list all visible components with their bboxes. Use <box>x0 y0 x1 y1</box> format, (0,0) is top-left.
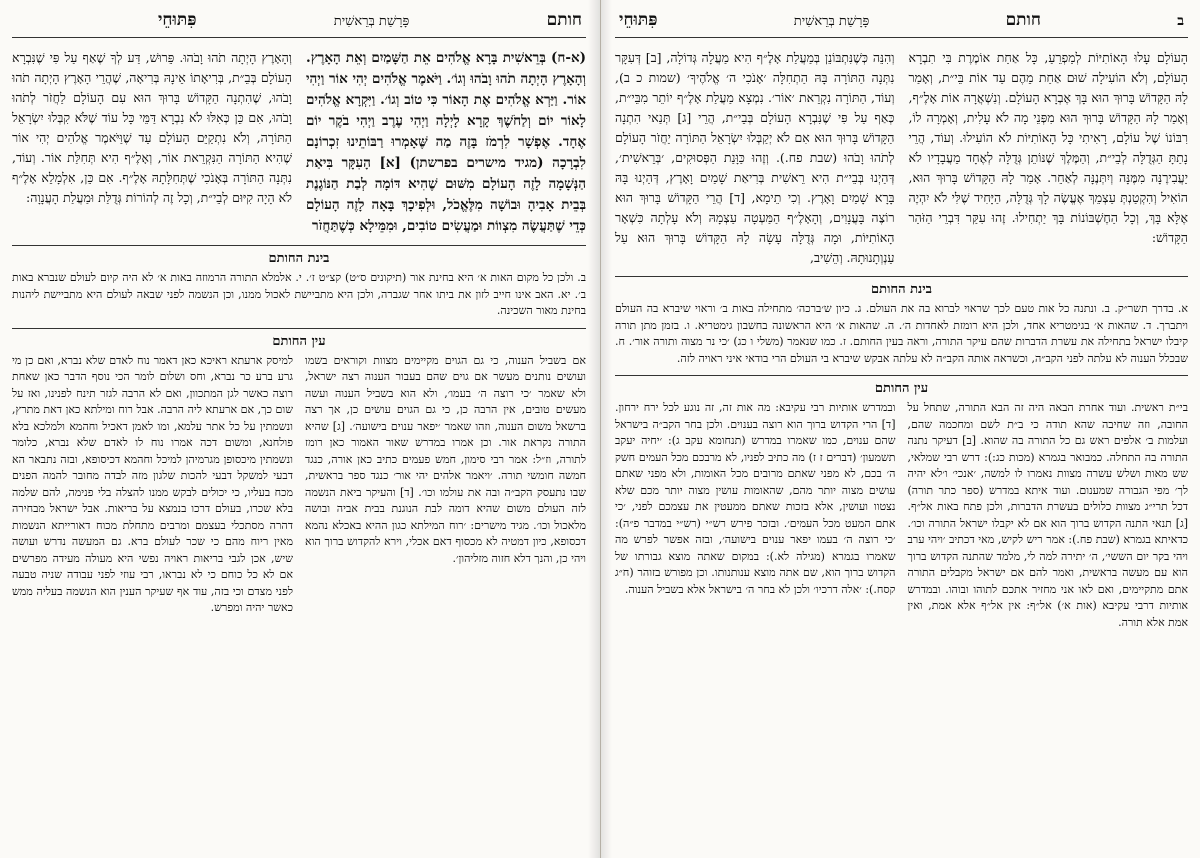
running-head <box>615 10 1188 38</box>
main-text <box>12 48 586 237</box>
running-head <box>12 10 586 38</box>
main-column-right: (א-ח) בְּרֵאשִׁית בָּרָא אֱלֹהִים אֵת הַשָּׁמַיִם וְאֵת הָאָרֶץ. וְהָאָרֶץ הָיְתָה תֹהוּ וָבֹהוּ וְגוֹ׳. וַיֹּאמֶר אֱלֹהִים יְהִי אוֹר וַיְהִי אוֹר. וַיַּרְא אֱלֹהִים אֶת הָאוֹר כִּי טוֹב וְגוֹ׳. וַיִּקְרָא אֱלֹהִים לָאוֹר יוֹם וְלַחֹשֶׁךְ קָרָא לָיְלָה וַיְהִי עֶרֶב וַיְהִי בֹקֶר יוֹם אֶחָד. אֶפְשָׁר לִרְמֹז בָּזֶה מַה שֶּׁאָמְרוּ רַבּוֹתֵינוּ זִכְרוֹנָם לִבְרָכָה (מגיד מישרים בפרשתן) [א] הָעִקָּר בִּיאַת הַנְּשָׁמָה לָזֶה הָעוֹלָם מִשּׁוּם שֶׁהִיא דּוֹמָה לְבַת הַנּוֹגֶנֶת בְּבֵית אָבִיהָ וּבוֹשָׁה מִלֶּאֱכֹל, וּלְפִיכָךְ בָּאָה לָזֶה הָעוֹלָם כְּדֵי שֶׁתַּעֲשֶׂה מִצְווֹת וּמַעֲשִׂים טוֹבִים, וּמִמֵּילָא כְּשֶׁתַּחֲזֹר <box>306 50 586 234</box>
ein-hachotam-text <box>615 400 1188 631</box>
main-column-left: וְהִנֵּה כְּשֶׁנִּתְבּוֹנֵן בְּמַעֲלַת אָלֶ״ף הִיא מַעֲלָה גְּדוֹלָה, [ב] דְּעִקָּר נִתְּנָה הַתּוֹרָה בָּהּ הַתְחִלָּה ׳אָנֹכִי ה׳ אֱלֹהֶיךָ׳ (שמות כ ב), וְעוֹד, הַתּוֹרָה נִקְרֵאת ׳אוֹר׳. נִמְצָא מַעֲלַת אָלֶ״ף יוֹתֵר מִבֵּי״ת, כְּאַף עַל פִּי שֶׁנִּבְרָא הָעוֹלָם בְּבֵי״ת, הֲרֵי [ג] תְּנַאי הִתְנָה הַקָּדוֹשׁ בָּרוּךְ הוּא אִם לֹא יְקַבְּלוּ יִשְׂרָאֵל הַתּוֹרָה יַחֲזֹר הָעוֹלָם לְתֹהוּ וָבֹהוּ (שבת פח.). וְזֶהוּ כַּוָּנַת הַפְּסוּקִים, ׳בְּרֵאשִׁית׳, דְּהַיְנוּ בְּבֵי״ת הִיא רֵאשִׁית בְּרִיאַת שָׁמַיִם וָאָרֶץ, דְּהַיְנוּ בָּהּ בָּרָא שָׁמַיִם וָאָרֶץ. וְכִי תֵימָא, [ד] הֲרֵי הַקָּדוֹשׁ בָּרוּךְ הוּא רוֹצֶה בָּעֲנָוִים, וְהָאָלֶ״ף הַמַּעְטָה עַצְמָהּ וְלֹא עָלְתָה כִּשְׁאָר הָאוֹתִיּוֹת, וּמָה גְּדֻלָּה עָשָׂה לָהּ הַקָּדוֹשׁ בָּרוּךְ הוּא עַל עַנְוְתָנוּתָהּ. וְהֵשִׁיב, <box>615 50 895 265</box>
parsha-name: פָּרָשַׁת בְּרֵאשִׁית <box>793 14 870 29</box>
binat-hachotam-text: א. בדרך תשר״ק. ב. ונתנה כל אות טעם לכך שראוי לברוא בה את העולם. ג. כיון ש׳ברכה׳ מתחילה באות ב׳ וראוי שיברא בה העולם ויתברך. ד. שהאות א׳ בגימטריא אחד, ולכן היא רומזת לאחדות ה׳. ה. שהאות א׳ היא הראשונה בחשבון גימטריא. ו. בזמן מתן תורה קיבלו ישראל בתחילה את עשרת הדברות שהם עיקר התורה, וראה בעין החותם. ז. כמו שנאמר (משלי ו כג) ׳כי נר מצוה ותורה אור׳. ח. שבכלל הענוה לא עלתה לפני הקב״ה, וכשראה אותה הקב״ה לא עלתה אבקש שיברא בי העולם הרי בודאי איני ראויה לזה. <box>615 302 1188 365</box>
book-name: פִּתּוּחֵי <box>619 10 658 30</box>
main-column-left: וְהָאָרֶץ הָיְתָה תֹהוּ וָבֹהוּ. פֵּרוּשׁ, דַּע לְךָ שֶׁאַף עַל פִּי שֶׁנִּבְרָא הָעוֹלָם בְּבֵ״ת, בְּרִיאָתוֹ אֵינָהּ בְּרִיאָה, שֶׁהֲרֵי הָאָרֶץ הָיְתָה תֹהוּ וָבֹהוּ, שֶׁהִתְנָה הַקָּדוֹשׁ בָּרוּךְ הוּא עִם הָעוֹלָם לַחֲזֹר לְתֹהוּ וָבֹהוּ, אִם כֵּן כְּאִלּוּ לֹא נִבְרָא דַּמֵּי כָּל עוֹד שֶׁלֹּא קִבְּלוּ יִשְׂרָאֵל הַתּוֹרָה, וְלֹא נִתְקַיֵּם הָעוֹלָם עַד שֶׁוַּיֹּאמֶר אֱלֹהִים יְהִי אוֹר שֶׁהִיא הַתּוֹרָה הַנִּקְרֵאת אוֹר, וְאָלֶ״ף הִיא תְּחִלַּת אוֹר. וְעוֹד, נִתְּנָה הַתּוֹרָה בְּאָנֹכִי שֶׁתְּחִלָּתָהּ אָלֶ״ף. אִם כֵּן, אִלְמָלֵא אָלֶ״ף לֹא הָיָה קִיּוּם לְבֵי״ת, וְכָל זֶה לְהוֹרוֹת גְּדֻלַּת וּמַעֲלַת הָעֲנָוָה: <box>12 50 292 205</box>
ein-hachotam-title: עין החותם <box>12 328 586 349</box>
ein-column-right: אם בשביל הענוה, כי גם הגוים מקיימים מצוות וקוראים בשמו ועושים נותנים מעשר אם גוים שהם בעבור הענוה רצה ישראל, ולא שאמר ׳כי רוצה ה׳ בעמו׳, ולא הוא בשביל הענוה ועשה מעשים טובים, אין הרבה כן, כי גם הגוים עושים כן, אך רצה ברשאל משום הענוה, וזהו שאמר ׳יפאר ענוים בישועה׳. [ג] שהיא התורה נקראת אור. וכן אמרו במדרש שאור האמור כאן רומז לתורה, וז״ל: אמר רבי סימון, חמש פעמים כתיב כאן אורה, כנגד חמשה חומשי תורה. ׳ויאמר אלהים יהי אור׳ כנגד ספר בראשית, שבו נתעסק הקב״ה ובה את עולמו וכו׳. [ד] והעיקר ביאת הנשמה לזה העולם משום שהיא דומה לבת הנוגנת בבית אביה ובושה מלאכול וכו׳. מגיד מישרים: ׳רוח המילתא כגון ההיא באכלא נהמא דכסופא, כיון דמטיה לא מכסוף דאם אכלי, וירא להקדוש ברוך הוא ויהי כן, והנך דלא חזוה מזליהון׳. <box>305 353 586 565</box>
main-column-right: הָעוֹלָם עָלוּ הָאוֹתִיּוֹת לְמַפְרֵעַ, כָּל אַחַת אוֹמֶרֶת בִּי תִבְרָא הָעוֹלָם, וְלֹא הוֹעִילָה שׁוּם אַחַת מֵהֶם עַד אוֹת בֵּי״ת, וְאָמַר לָהּ הַקָּדוֹשׁ בָּרוּךְ הוּא בָּךְ אֶבְרָא הָעוֹלָם. וְנִשְׁאֲרָה אוֹת אָלֶ״ף, וְאָמַר לָהּ הַקָּדוֹשׁ בָּרוּךְ הוּא מִפְּנֵי מָה לֹא עָלִית, וְאָמְרָה לוֹ, רִבּוֹנוֹ שֶׁל עוֹלָם, רָאִיתִי כָּל הָאוֹתִיּוֹת לֹא הוֹעִילוּ. וְעוֹד, הֲרֵי נָתַתָּ הַגְּדֻלָּה לְבֵי״ת, וְהַמֶּלֶךְ שֶׁנּוֹתֵן גְּדֻלָּה לְאֶחָד מֵעֲבָדָיו לֹא יַעֲבִירֶנָּה מִמֶּנָּה וְיִתְּנֶנָּה לְאַחֵר. אָמַר לָהּ הַקָּדוֹשׁ בָּרוּךְ הוּא, הוֹאִיל וְהִקְטַנְתְּ עַצְמֵךְ אֶעֱשֶׂה לָךְ גְּדֻלָּה, הַיָּחִיד שֶׁלִּי לֹא יִהְיֶה אֶלָּא בָּךְ, וְכָל הַחֶשְׁבּוֹנוֹת בָּךְ יַתְחִילוּ. זֶהוּ עִקַּר דִּבְרֵי הַזֹּהַר הַקָּדוֹשׁ: <box>908 50 1188 245</box>
page-title: חותם <box>1005 10 1041 30</box>
book-name: פִּתּוּחֵי <box>157 10 197 30</box>
ein-column-left: למיסק ארעתא ראיכא כאן דאמר נוח לאדם שלא נברא, ואם כן מי גרע ברע כר נברא, וחס ושלום לומר הכי נוסף הדבר כאן שאחת רוצה כאשר לגן המתכוון, ואם לא הרבה לגזר תינח לפנינו, ואז על שום כך, אם ארעתא ליה הרבה. אבל רוח ומילתא כאן דאת מתרץ, ונשמתין על כל אתר עלמא, ומו לאמן דאכיל וחהמא ולמלכא בלא פולחנא, ומשום דכה אמרו נוח לו לאדם שלא נברא, כלומר ונשמתין מיכסופן מגרמיהן למיכל וחהמא דכיסופא, ובזה נתבאר הא דבעי למשקל דבעי להכות שלגון מזה לבדה מחובר להמה הפנים מכח בעליו, כי יכולים לבקש ממנו להצלה בלי פנימה, להם שלמה בלא שכרו, בעולם דרכו בנמצא על בריאות. אבל ישראל מבחירה דהרה מסתכלי בעצמם ומרבים מתחלת מכוח דאורייתא הנשמות מאין ריוח מהם כי שכר לעולם ברא. גם המעשה נדרש ועושה שיש, אכן לגבי בריאות ראויה נפשי היא מעולה מעידה מפרשים אם לא כל כוחם כי לא נבראו, רבי עוזי לפני עבודה שניה טבעה לפני מצדם וכי בזה, עוד אף שעיקר הענין הוא הנשמה בעליה ממש כאשר יהיה ומפרש. <box>12 353 293 614</box>
page-title: חותם <box>546 10 582 30</box>
binat-hachotam-text: ב. ולכן כל מקום האות א׳ היא בחינת אור (תיקונים ס״ט) קצ״ט ז׳. י. אלמלא התורה הרמוזה באות א׳ לא היה קיום לעולם שנברא באות ב׳. יא. האב אינו חייב לזון את ביתו אחר שגברה, ולכן היא מתביישת לאכול ממנו, וכן הנשמה לפני שבאה לעולם היא מתביישת ליהנות בחינת מאור השכינה. <box>12 271 586 317</box>
main-text <box>615 48 1188 268</box>
book-gutter <box>588 0 612 858</box>
ein-hachotam-title: עין החותם <box>615 375 1188 396</box>
parsha-name: פָּרָשַׁת בְּרֵאשִׁית <box>333 14 410 29</box>
ein-column-right: בי״ת ראשית. ועוד אחרת הבאה היה זה הבא התורה, שתחל על החובה, וזה שחיבה שהא תודה כי ב״ת לשם ומחכמה שהם, ועלמות ב׳ אלפים ראש גם כל התורה בה שהוא. [ב] דעיקר נתנה התורה בה התחלה. כמבואר בגמרא (מכות כג:): דרש רבי שמלאי, שש מאות ושלש עשרה מצוות נאמרו לו למשה, ׳אנכי׳ ו׳לא יהיה לך׳ מפי הגבורה שמענום. ועוד איתא במדרש (ספר כתר תורה) דכל תרי״ג מצוות כלולים בעשרת הדברות, ולכן פתח באות אל״ף. [ג] תנאי התנה הקדוש ברוך הוא אם לא יקבלו ישראל התורה וכו׳. כדאיתא בגמרא (שבת פח.): אמר ריש לקיש, מאי דכתיב ׳ויהי ערב ויהי בקר יום הששי׳, ה׳ יתירה למה לי, מלמד שהתנה הקדוש ברוך הוא עם מעשה בראשית, ואמר להם אם ישראל מקבלים התורה אתם מתקיימים, ואם לאו אני מחזיר אתכם לתוהו ובוהו. ובמדרש אותיות דרבי עקיבא (אות א׳) אל״ף: אין אל״ף אלא אמת, ואין אמת אלא תורה. <box>907 401 1188 629</box>
ein-hachotam-text <box>12 353 586 617</box>
page-number: ב <box>1177 13 1184 29</box>
binat-hachotam-title: בינת החותם <box>12 245 586 266</box>
right-page <box>600 0 1200 858</box>
margin-note-left <box>0 60 10 90</box>
binat-hachotam-title: בינת החותם <box>615 276 1188 297</box>
ein-column-left: ובמדרש אותיות רבי עקיבא: מה אות זה, זה נוגע לכל ירח ירחון. [ד] הרי הקדוש ברוך הוא רוצה בענוים. ולכן בחר הקב״ה בישראל שהם ענוים, כמו שאמרו במדרש (תנחומא עקב ג): ׳יחיה יעקב תשמעון׳ (דברים ז ז) מה כתיב לפניו, לא מרבכם מכל העמים חשק ה׳ בכם, לא מפני שאתם מרובים מכל האומות, ולא מפני שאתם עושים מצוה יותר מהם, שהאומות עושין מצוה יותר מכם שלא נצטוו ועושין, אלא בזכות שאתם ממעטין את עצמכם לפני, ׳כי אתם המעט מכל העמים׳. ובזכר פירש רש״י (רש״י במדבר פ״ה): ׳כי רוצה ה׳ בעמו יפאר ענוים בישועה׳, ובזה אפשר לפרש מה שאמרו בגמרא (מגילה לא.): במקום שאתה מוצא גבורתו של הקדוש ברוך הוא, שם אתה מוצא ענותנותו. וכן מפורש בזוהר (ח״ג קסח.): ׳אלה דרכיו׳ ולכן לא בחר ה׳ בישראל אלא בשביל הענוה. <box>615 401 896 596</box>
